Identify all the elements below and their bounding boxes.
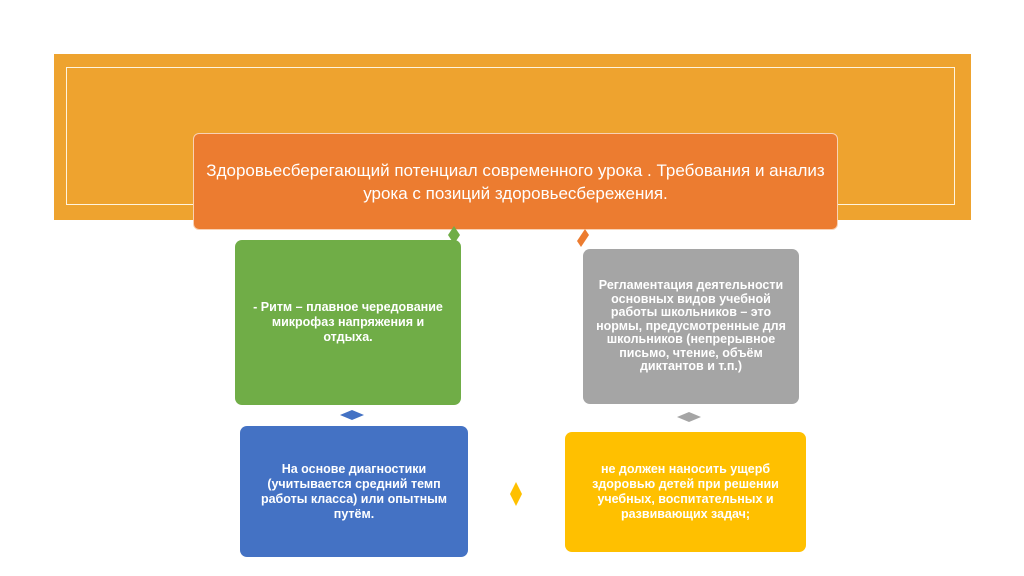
gray-connector	[677, 412, 701, 422]
diagram-title-box	[193, 133, 838, 230]
regulation-card	[583, 249, 799, 404]
rhythm-card	[235, 240, 461, 405]
health-card-text: не должен наносить ущерб здоровью детей при решении учебных, воспитательных и развивающих задач;	[592, 462, 779, 521]
orange-connector	[575, 229, 591, 247]
rhythm-card-text: - Ритм – плавное чередование микрофаз напряжения и отдыха.	[253, 300, 443, 344]
regulation-card-text: Регламентация деятельности основных видов учебной работы школьников – это нормы, предусмотренные для школьников (непрерывное письмо, чтение, объём диктантов и т.п.)	[596, 277, 786, 374]
diagnostics-card-text: На основе диагностики (учитывается средний темп работы класса) или опытным путём.	[260, 461, 448, 521]
health-card	[565, 432, 806, 552]
yellow-connector	[510, 482, 522, 506]
blue-connector	[340, 410, 364, 420]
diagram-title: Здоровьесберегающий потенциал современного урока . Требования и анализ урока с позиций здоровьесбережения.	[206, 160, 825, 203]
diagnostics-card	[240, 426, 468, 557]
